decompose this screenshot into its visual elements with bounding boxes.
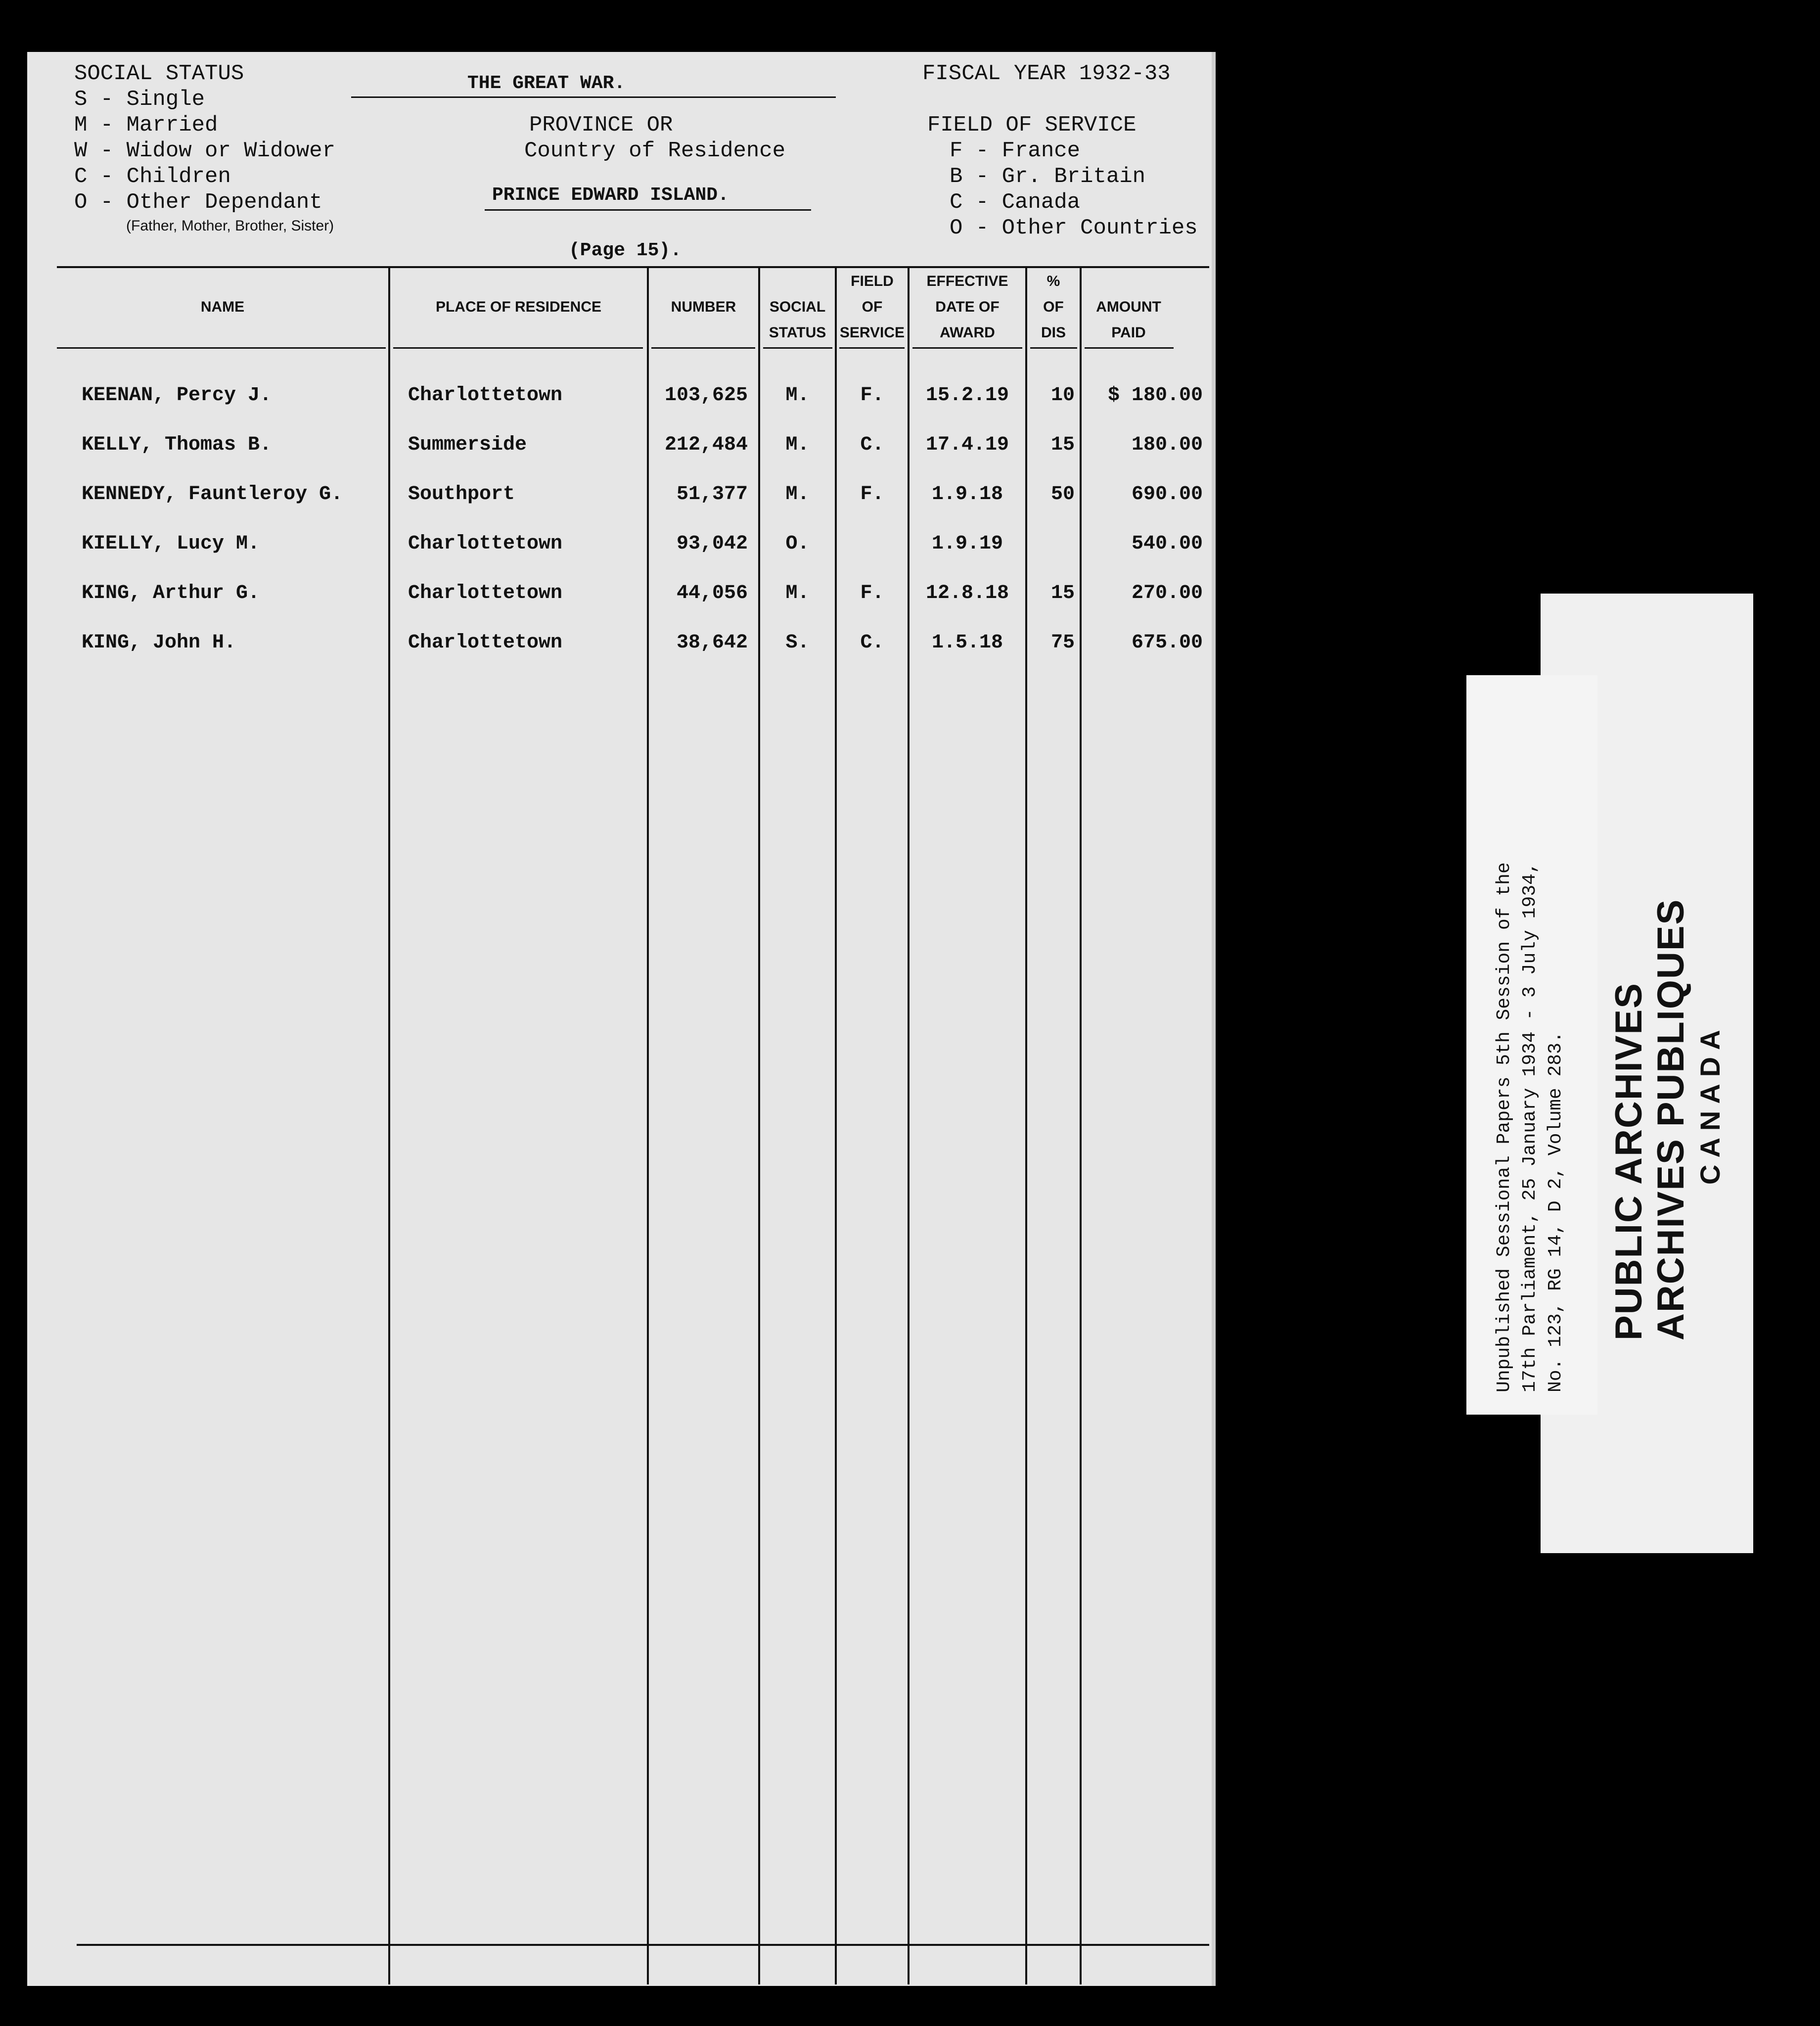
cell-pct: 75 [1050,632,1075,654]
col-header-underline [763,347,832,349]
cell-amount: 675.00 [1131,632,1203,654]
column-rule [388,268,390,1984]
cell-status: S. [785,632,810,654]
cell-pct: 10 [1050,384,1075,407]
cell-name: KENNEDY, Fauntleroy G. [82,483,343,506]
col-header-underline [393,347,643,349]
cell-name: KING, Arthur G. [82,582,260,604]
col-header-number: NUMBER [671,299,736,315]
cell-status: M. [785,434,810,456]
col-header-residence: PLACE OF RESIDENCE [435,299,602,315]
reference-line-3: No. 123, RG 14, D 2, Volume 283. [1545,1031,1566,1392]
social-status-item: C - Children [74,164,231,189]
col-header-underline [912,347,1022,349]
province-underline [485,209,811,211]
column-rule [1025,268,1027,1984]
cell-status: M. [785,483,810,506]
col-header-social-1: SOCIAL [769,299,826,315]
cell-pct: 15 [1050,434,1075,456]
col-header-underline [839,347,905,349]
cell-field: F. [860,582,884,604]
column-rule [1080,268,1082,1984]
cell-field: C. [860,632,884,654]
col-header-underline [1030,347,1077,349]
document-sheet [27,52,1212,1986]
cell-residence: Southport [408,483,515,506]
column-rule [758,268,760,1984]
col-header-social [760,294,835,346]
cell-number: 38,642 [676,632,748,654]
col-header-underline [57,347,386,349]
col-header-eff-1: EFFECTIVE [926,273,1008,289]
col-header-pct-1: % [1046,273,1060,289]
cell-date: 15.2.19 [925,384,1009,407]
social-status-note: (Father, Mother, Brother, Sister) [126,218,334,234]
cell-number: 93,042 [676,533,748,555]
cell-residence: Charlottetown [408,632,563,654]
cell-date: 1.5.18 [931,632,1003,654]
col-header-pct [1027,269,1080,346]
bottom-rule [77,1944,1209,1946]
cell-amount: $ 180.00 [1107,384,1203,407]
cell-date: 12.8.18 [925,582,1009,604]
col-header-eff-3: AWARD [940,324,995,341]
column-rule [835,268,837,1984]
social-status-item: S - Single [74,87,205,112]
cell-residence: Charlottetown [408,384,563,407]
war-title: THE GREAT WAR. [467,73,626,94]
col-header-amt-2: PAID [1111,324,1146,341]
social-status-title: SOCIAL STATUS [74,61,244,86]
cell-field: F. [860,384,884,407]
archives-line-3: CANADA [1694,1023,1726,1185]
col-header-field-1: FIELD [851,273,894,289]
col-header-effective [910,269,1025,346]
reference-line-2: 17th Parliament, 25 January 1934 - 3 July 1934, [1519,862,1541,1392]
cell-number: 212,484 [664,434,748,456]
cell-residence: Summerside [408,434,527,456]
col-header-name: NAME [200,299,245,315]
cell-date: 1.9.18 [931,483,1003,506]
cell-residence: Charlottetown [408,582,563,604]
cell-field: C. [860,434,884,456]
cell-name: KELLY, Thomas B. [82,434,272,456]
archives-line-2: ARCHIVES PUBLIQUES [1650,898,1692,1340]
cell-amount: 690.00 [1131,483,1203,506]
field-of-service-item: O - Other Countries [950,216,1198,240]
col-header-pct-2: OF [1043,299,1064,315]
social-status-item: M - Married [74,113,218,138]
column-rule [908,268,910,1984]
cell-residence: Charlottetown [408,533,563,555]
cell-amount: 180.00 [1131,434,1203,456]
cell-date: 17.4.19 [925,434,1009,456]
social-status-item: O - Other Dependant [74,190,322,215]
fiscal-year: FISCAL YEAR 1932-33 [922,61,1171,86]
province-name: PRINCE EDWARD ISLAND. [492,184,729,206]
col-header-amt-1: AMOUNT [1096,299,1161,315]
cell-name: KING, John H. [82,632,236,654]
col-header-field-3: SERVICE [839,324,905,341]
field-of-service-item: F - France [950,138,1081,163]
cell-pct: 15 [1050,582,1075,604]
col-header-field [837,269,908,346]
col-header-eff-2: DATE OF [935,299,1000,315]
col-header-pct-3: DIS [1041,324,1066,341]
column-rule [647,268,649,1984]
cell-date: 1.9.19 [931,533,1003,555]
col-header-amount [1082,294,1176,346]
reference-line-1: Unpublished Sessional Papers 5th Session of the [1494,862,1515,1392]
field-of-service-item: B - Gr. Britain [950,164,1146,189]
cell-amount: 270.00 [1131,582,1203,604]
cell-status: M. [785,384,810,407]
cell-amount: 540.00 [1131,533,1203,555]
page-label: (Page 15). [569,240,682,261]
cell-number: 103,625 [664,384,748,407]
cell-name: KEENAN, Percy J. [82,384,272,407]
cell-number: 51,377 [676,483,748,506]
field-of-service-title: FIELD OF SERVICE [927,113,1137,138]
war-title-underline [351,96,836,98]
cell-field: F. [860,483,884,506]
province-title: PROVINCE OR [529,113,673,138]
cell-number: 44,056 [676,582,748,604]
col-header-field-2: OF [862,299,883,315]
col-header-underline [651,347,755,349]
cell-status: M. [785,582,810,604]
col-header-underline [1085,347,1174,349]
field-of-service-item: C - Canada [950,190,1081,215]
header-divider [57,266,1209,268]
cell-pct: 50 [1050,483,1075,506]
archives-line-1: PUBLIC ARCHIVES [1608,982,1650,1340]
col-header-social-2: STATUS [769,324,826,341]
province-subtitle: Country of Residence [524,138,786,163]
cell-name: KIELLY, Lucy M. [82,533,260,555]
cell-status: O. [785,533,810,555]
social-status-item: W - Widow or Widower [74,138,336,163]
